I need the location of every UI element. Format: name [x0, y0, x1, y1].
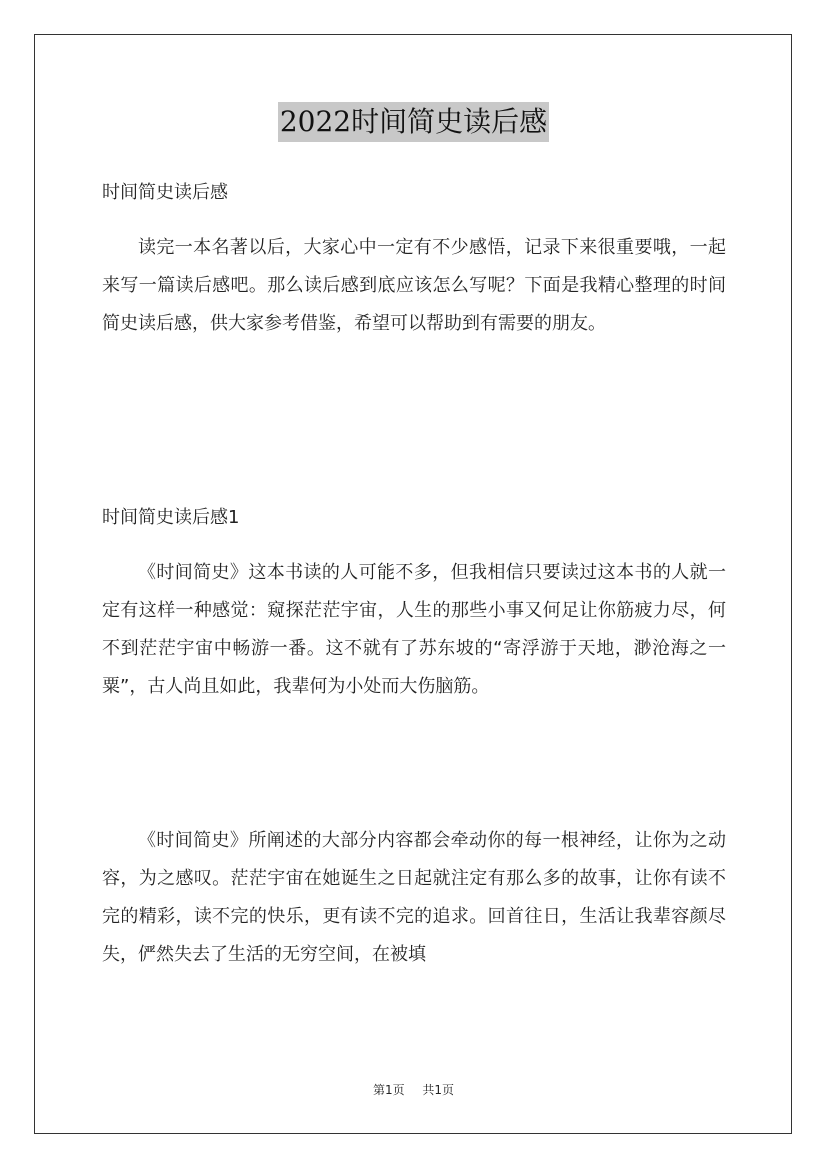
page-total: 共1页: [422, 1083, 454, 1097]
document-subtitle: 时间简史读后感: [102, 182, 228, 203]
section1-paragraph-1: 《时间简史》这本书读的人可能不多，但我相信只要读过这本书的人就一定有这样一种感觉：窥探茫茫宇宙，人生的那些小事又何足让你筋疲力尽，何不到茫茫宇宙中畅游一番。这不就有了苏东坡的“寄浮游于天地，渺沧海之一粟”，古人尚且如此，我辈何为小处而大伤脑筋。: [102, 562, 726, 697]
page-number: 第1页: [373, 1083, 405, 1097]
section1-paragraph-2: 《时间简史》所阐述的大部分内容都会牵动你的每一根神经，让你为之动容，为之感叹。茫茫宇宙在她诞生之日起就注定有那么多的故事，让你有读不完的精彩，读不完的快乐，更有读不完的追求。回首往日，生活让我辈容颜尽失，俨然失去了生活的无穷空间，在被填: [102, 830, 726, 965]
intro-paragraph: 读完一本名著以后，大家心中一定有不少感悟，记录下来很重要哦，一起来写一篇读后感吧。那么读后感到底应该怎么写呢？下面是我精心整理的时间简史读后感，供大家参考借鉴，希望可以帮助到有需要的朋友。: [102, 237, 726, 334]
title-container: [0, 102, 827, 142]
section1-heading: 时间简史读后感1: [102, 507, 240, 528]
page-footer: [0, 1082, 827, 1098]
document-title: 2022时间简史读后感: [278, 102, 549, 142]
